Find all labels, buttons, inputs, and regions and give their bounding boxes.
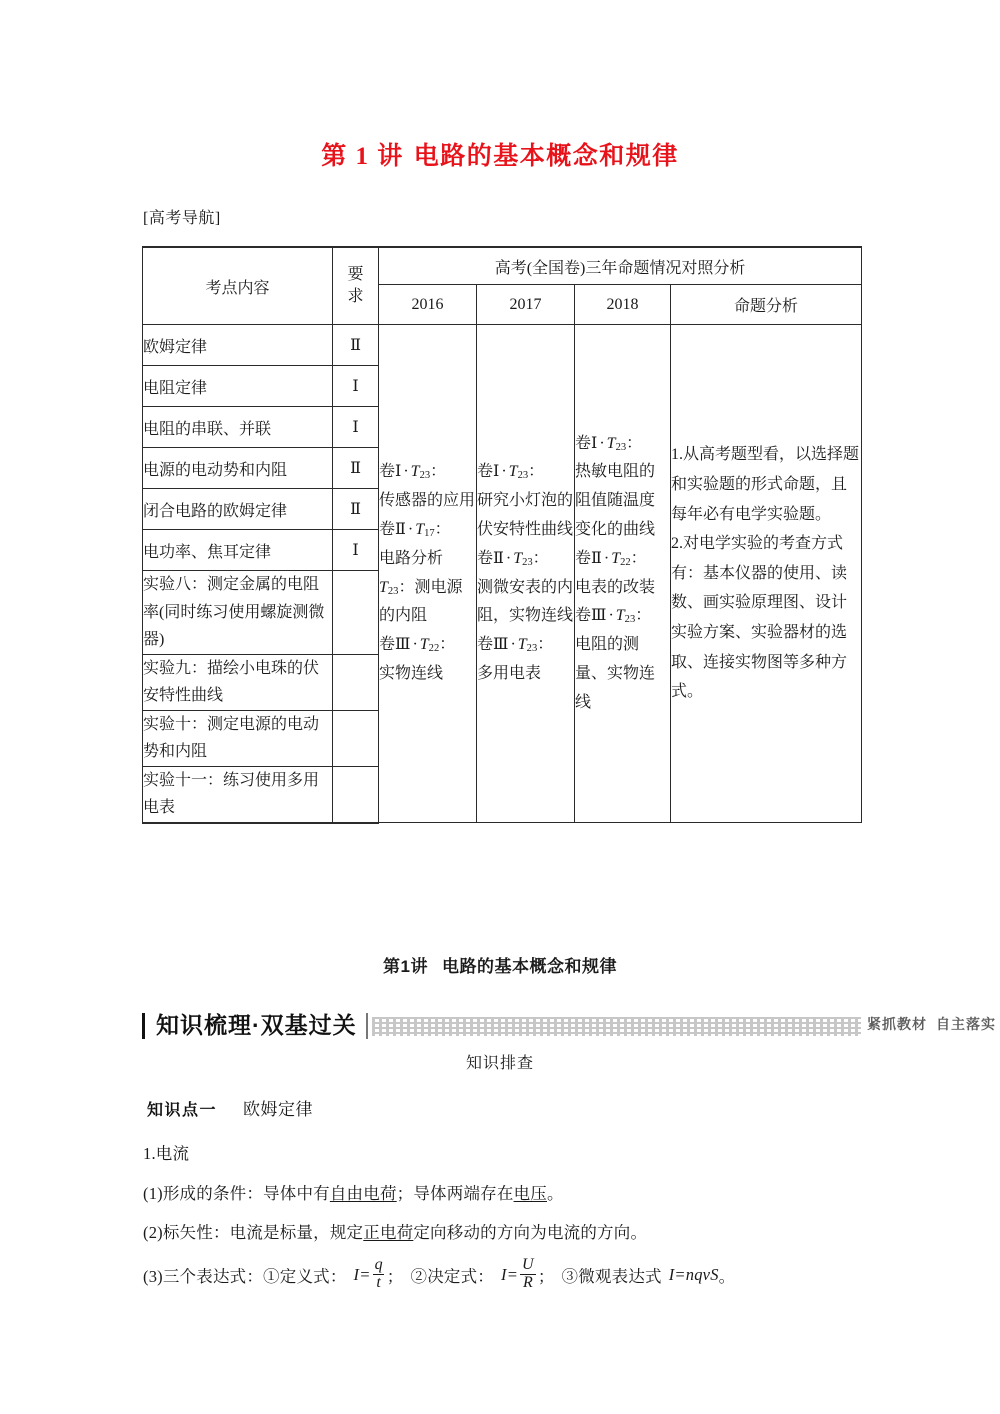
formula-1-fraction [372,1257,386,1292]
section-title-lecture: 第1讲 [383,957,428,976]
line4-text-c: ③微观表达式 [561,1267,662,1287]
exam-paper: 卷Ⅲ [575,607,607,625]
body-line-1: 1.电流 [143,1144,190,1163]
exam-entry [379,631,476,660]
colon: ： [434,520,451,538]
banner-right-a: 紧抓教材 [867,1016,927,1032]
exam-entry [477,458,574,487]
exam-entry [575,430,670,459]
banner-right-text [867,1014,996,1034]
question-number: 17 [424,527,435,539]
year-2016-cell [379,325,477,823]
formula-3-equals: = [674,1265,686,1285]
header-requirement-line2: 求 [347,288,364,305]
exam-desc: 电表的改装 [575,578,656,596]
topic-name: 实验十：测定电源的电动势和内阻 [143,710,333,766]
exam-entry [575,602,670,631]
year-2018-cell [575,325,671,823]
analysis-paragraph-2: 2.对电学实验的考查方式有：基本仪器的使用、读数、画实验原理图、设计实验方案、实验器材的选取、连接实物图等多种方式。 [671,535,848,701]
question-prefix: T [415,520,425,538]
formula-2-variable: I [501,1265,507,1285]
line3-text-b: 定向移动的方向为电流的方向。 [413,1223,648,1242]
topic-requirement [333,710,379,766]
formula-1-denominator: t [373,1274,384,1292]
exam-entry [477,545,574,574]
dot-separator: · [403,463,409,481]
formula-1-numerator: q [374,1256,383,1273]
colon: ： [528,463,545,481]
topic-requirement [333,766,379,823]
dot-separator: · [608,607,614,625]
dot-separator: · [599,434,605,452]
exam-entry [477,631,574,660]
exam-paper: 卷Ⅲ [477,636,509,654]
knowledge-banner [142,1008,861,1044]
formula-2-fraction [519,1257,537,1292]
banner-dot-pattern [372,1017,861,1036]
question-number: 23 [387,585,399,597]
exam-paper: 卷Ⅰ [379,463,402,481]
formula-2-equals: = [506,1265,519,1285]
topic-requirement [333,571,379,655]
line3-underline-1: 正电荷 [363,1223,414,1242]
exam-entry [575,545,670,574]
topic-name: 电阻的串联、并联 [143,407,333,448]
colon: ： [430,463,447,481]
question-number: 22 [428,643,440,655]
gaokao-nav-tag: [高考导航] [143,210,221,227]
question-prefix: T [517,636,527,654]
body-line-4 [143,1258,735,1293]
dot-separator: · [407,520,414,538]
dot-separator: · [510,636,516,654]
question-number: 23 [517,470,529,482]
exam-paper: 卷Ⅱ [477,549,504,567]
question-prefix: T [606,434,616,452]
exam-desc: 电路分析 [379,549,444,567]
body-line-2 [143,1180,564,1204]
exam-desc: 研究小灯泡的伏安特性曲线 [477,492,574,538]
exam-desc: 测微安表的内阻，实物连线 [477,578,574,625]
header-cell-analysis: 命题分析 [671,285,862,325]
formula-3-variable: I [668,1265,675,1285]
topic-name: 电功率、焦耳定律 [143,530,333,571]
question-prefix: T [508,463,518,481]
line4-end: 。 [718,1267,736,1287]
topic-name: 电源的电动势和内阻 [143,448,333,489]
colon: ： [630,549,647,567]
topic-requirement: Ⅱ [333,448,379,489]
colon-and-desc: ：测电源的内阻 [379,578,463,625]
topic-requirement: Ⅰ [333,407,379,448]
colon: ： [532,549,549,567]
exam-paper: 卷Ⅱ [379,520,406,538]
question-prefix: T [615,607,625,625]
colon: ： [537,636,554,654]
formula-2-numerator: U [522,1256,534,1273]
question-prefix: T [410,463,420,481]
header-cell-2016: 2016 [379,285,477,325]
header-requirement-line1: 要 [347,266,364,284]
topic-requirement: Ⅰ [333,530,379,571]
formula-3-expression: nqvS [685,1265,719,1285]
formula-2-semicolon: ； [537,1267,555,1287]
banner-right-b: 自主落实 [936,1016,996,1032]
topic-name: 闭合电路的欧姆定律 [143,489,333,530]
question-number: 23 [624,614,636,626]
table-header-row-1 [143,247,862,285]
formula-1-equals: = [359,1265,371,1285]
year-2017-cell [477,325,575,823]
exam-paper: 卷Ⅲ [379,636,411,654]
exam-desc: 多用电表 [477,664,542,682]
line4-text-b: ②决定式： [410,1267,494,1287]
formula-1-semicolon: ； [386,1267,404,1287]
banner-label: 知识梳理·双基过关 [142,1013,368,1038]
header-cell-content: 考点内容 [143,247,333,325]
line4-text-a: (3)三个表达式：①定义式： [143,1267,347,1287]
knowledge-point-header [147,1095,313,1120]
formula-2-denominator: R [520,1274,536,1292]
exam-desc: 热敏电阻的阻值随温度变化的曲线 [575,463,656,538]
line2-text-a: (1)形成的条件：导体中有 [143,1184,330,1203]
colon: ： [626,434,643,452]
header-cell-span-title: 高考(全国卷)三年命题情况对照分析 [379,247,862,285]
dot-separator: · [603,549,610,567]
line2-text-b: ；导体两端存在 [396,1184,514,1203]
question-number: 23 [526,643,538,655]
page-title-name: 电路的基本概念和规律 [413,143,679,170]
question-prefix: T [379,578,388,596]
knowledge-point-title: 欧姆定律 [243,1100,314,1119]
topic-name: 实验十一：练习使用多用电表 [143,766,333,823]
sub-heading: 知识排查 [465,1055,534,1072]
section-title [0,952,1000,977]
dot-separator: · [412,636,418,654]
exam-desc: 传感器的应用 [379,492,476,510]
formula-1-variable: I [353,1265,360,1285]
exam-paper: 卷Ⅰ [477,463,500,481]
table-row [143,325,862,366]
page-title [0,136,1000,172]
topic-name: 电阻定律 [143,366,333,407]
exam-desc: 电阻的测量、实物连线 [575,636,656,711]
colon: ： [635,607,652,625]
question-number: 23 [522,556,533,568]
topic-requirement: Ⅱ [333,325,379,366]
exam-entry [379,458,476,487]
question-prefix: T [419,636,429,654]
exam-paper: 卷Ⅱ [575,549,602,567]
exam-entry [379,574,476,632]
analysis-paragraph-1: 1.从高考题型看，以选择题和实验题的形式命题，且每年必有电学实验题。 [671,446,860,523]
exam-desc: 实物连线 [379,664,444,682]
dot-separator: · [505,549,512,567]
section-title-name: 电路的基本概念和规律 [441,957,617,976]
header-cell-requirement [333,247,379,325]
topic-requirement: Ⅰ [333,366,379,407]
exam-paper: 卷Ⅰ [575,434,598,452]
body-line-3 [143,1219,647,1243]
line2-text-c: 。 [546,1184,564,1203]
topic-requirement: Ⅱ [333,489,379,530]
topic-name: 欧姆定律 [143,325,333,366]
page-title-lecture: 第 1 讲 [321,143,404,170]
exam-entry [379,516,476,545]
question-prefix: T [513,549,523,567]
topic-name: 实验九：描绘小电珠的伏安特性曲线 [143,654,333,710]
colon: ： [439,636,456,654]
line2-underline-1: 自由电荷 [329,1184,397,1203]
line3-text-a: (2)标矢性：电流是标量，规定 [143,1223,364,1242]
header-cell-2017: 2017 [477,285,575,325]
question-number: 22 [620,556,631,568]
knowledge-point-badge: 知识点一 [147,1102,218,1119]
dot-separator: · [501,463,507,481]
question-number: 23 [419,470,431,482]
question-prefix: T [611,549,621,567]
gaokao-analysis-table [142,246,862,824]
topic-requirement [333,654,379,710]
analysis-cell [671,325,862,823]
line2-underline-2: 电压 [513,1184,547,1203]
question-number: 23 [615,441,627,453]
topic-name: 实验八：测定金属的电阻率(同时练习使用螺旋测微器) [143,571,333,655]
header-cell-2018: 2018 [575,285,671,325]
